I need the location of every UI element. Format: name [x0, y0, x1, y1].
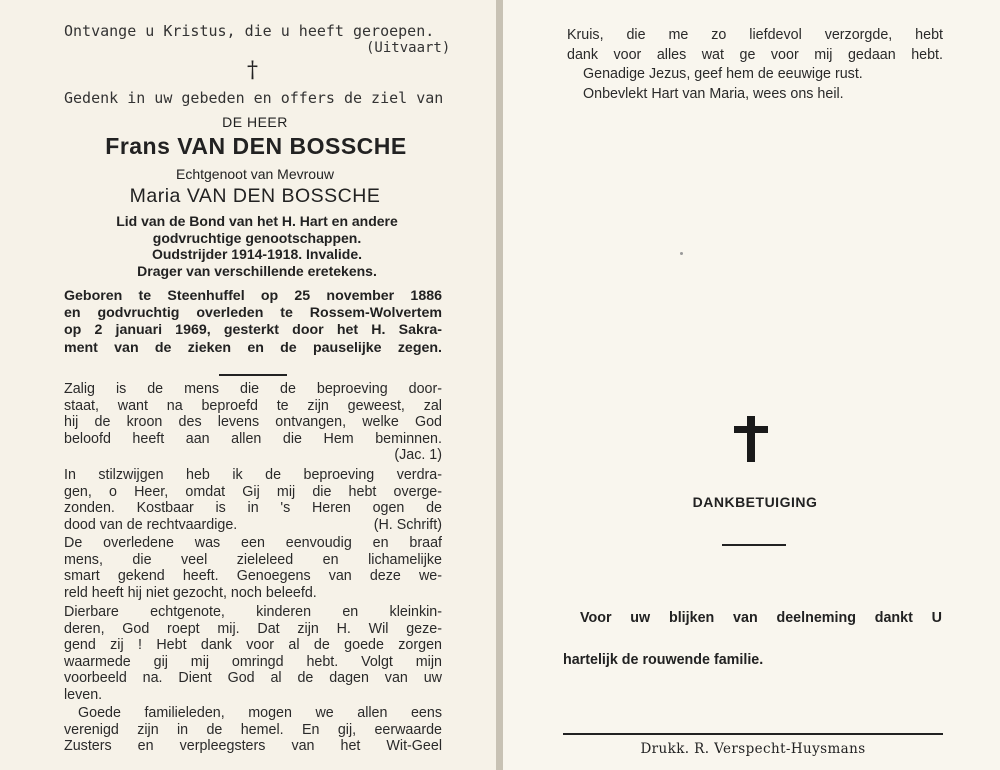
- verse-line: reld heeft hij niet gezocht, noch beleefd.: [64, 584, 317, 601]
- verse-reference: (Jac. 1): [394, 447, 442, 464]
- printer-credit: Drukk. R. Verspecht-Huysmans: [640, 741, 866, 757]
- continuation-line: dank voor alles wat ge voor mij gedaan hebt.: [567, 46, 943, 63]
- verse-line: dood van de rechtvaardige.: [64, 516, 238, 533]
- bio-line: Lid van de Bond van het H. Hart en andere: [116, 213, 398, 229]
- birth-death-line: ment van de zieken en de pauselijke zegen.: [64, 339, 442, 356]
- verse-line: voorbeeld na. Dient God al de dagen van uw: [64, 670, 442, 687]
- bio-line: Drager van verschillende eretekens.: [137, 262, 377, 279]
- verse-line: waarmede gij mij omringd hebt. Volgt mijn: [64, 653, 442, 670]
- birth-death-line: en godvruchtig overleden te Rossem-Wolvertem: [64, 305, 442, 322]
- verse-1: [64, 381, 442, 464]
- verse-line: Dierbare echtgenote, kinderen en kleinkin-: [64, 604, 442, 620]
- thanks-line-2: hartelijk de rouwende familie.: [563, 652, 764, 668]
- verse-reference: (H. Schrift): [373, 516, 442, 533]
- verse-last-row: [64, 517, 442, 534]
- thanks-line-1: Voor uw blijken van deelneming dankt U: [580, 610, 942, 626]
- verse-line: gen, o Heer, omdat Gij mij die hebt overge-: [64, 483, 442, 500]
- verse-line: hij de kroon des levens ontvangen, welke God: [64, 414, 442, 431]
- continuation-line: Kruis, die me zo liefdevol verzorgde, hebt: [567, 27, 943, 43]
- verse-line: gend zij ! Hebt dank voor al de goede zorgen: [64, 637, 442, 654]
- verse-5: [64, 705, 442, 755]
- verse-line: Zalig is de mens die de beproeving door-: [64, 381, 442, 397]
- deceased-name: Frans VAN DEN BOSSCHE: [105, 133, 407, 159]
- paper-speck: [680, 252, 683, 255]
- thanks-title: DANKBETUIGING: [692, 494, 818, 510]
- remember-line: Gedenk in uw gebeden en offers de ziel van: [64, 89, 444, 107]
- verse-2: [64, 467, 442, 533]
- verse-line: zonden. Kostbaar is in 's Heren ogen de: [64, 500, 442, 517]
- prayer-line-2: Onbevlekt Hart van Maria, wees ons heil.: [583, 86, 844, 102]
- verse-line: Zusters en verpleegsters van het Wit-Geel: [64, 738, 442, 755]
- birth-death-line: op 2 januari 1969, gesterkt door het H. Sakra-: [64, 322, 442, 339]
- verse-line: staat, want na beproefd te zijn geweest, zal: [64, 397, 442, 414]
- bio-line: godvruchtige genootschappen.: [152, 229, 362, 246]
- verse-4: [64, 604, 442, 704]
- verse-3: [64, 535, 442, 601]
- small-cross-icon: †: [247, 58, 258, 83]
- verse-line: smart gekend heeft. Genoegens van deze we-: [64, 568, 442, 585]
- birth-death-line: Geboren te Steenhuffel op 25 november 1886: [64, 288, 442, 304]
- verse-line: deren, God roept mij. Dat zijn H. Wil geze-: [64, 620, 442, 637]
- prayer-line-1: Genadige Jezus, geef hem de eeuwige rust.: [583, 66, 863, 82]
- card-fold: [496, 0, 503, 770]
- verse-line: Goede familieleden, mogen we allen eens: [78, 705, 442, 721]
- continuation-block: [567, 26, 943, 65]
- verse-line: De overledene was een eenvoudig en braaf: [64, 535, 442, 551]
- verse-line: verenigd zijn in de hemel. En gij, eerwaarde: [64, 721, 442, 738]
- opening-ref: (Uitvaart): [366, 40, 451, 56]
- opening-line: Ontvange u Kristus, die u heeft geroepen.: [64, 22, 435, 40]
- spouse-name: Maria VAN DEN BOSSCHE: [129, 185, 381, 207]
- cross-icon: [734, 416, 768, 462]
- verse-line: mens, die veel zieleleed en lichamelijke: [64, 551, 442, 568]
- verse-line: leven.: [64, 686, 103, 703]
- printer-rule: [563, 733, 943, 735]
- title-prefix: DE HEER: [222, 114, 288, 130]
- bio-block: [60, 213, 454, 279]
- spouse-intro: Echtgenoot van Mevrouw: [176, 166, 334, 182]
- bio-line: Oudstrijder 1914-1918. Invalide.: [151, 246, 363, 262]
- thanks-divider: [722, 544, 786, 546]
- verse-line: beloofd heeft aan allen die Hem beminnen.: [64, 430, 442, 447]
- birth-death-block: [64, 288, 442, 357]
- verse-line: In stilzwijgen heb ik de beproeving verdra-: [64, 467, 442, 483]
- divider: [219, 374, 287, 376]
